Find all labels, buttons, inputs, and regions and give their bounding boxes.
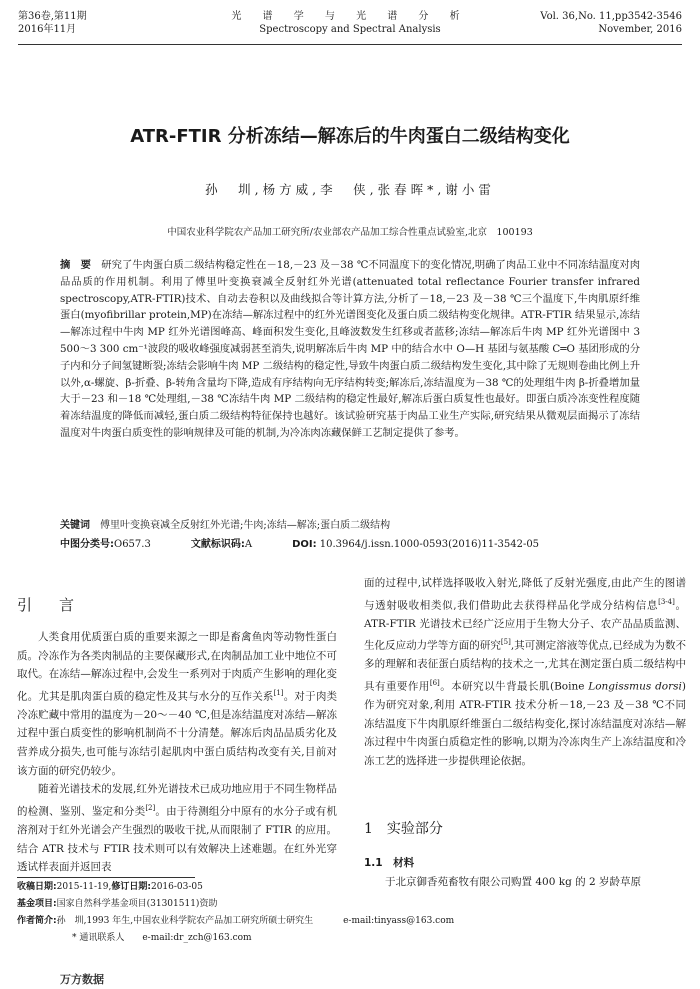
citation-ref: [3-4]: [658, 597, 675, 606]
intro-paragraph-3: 面的过程中,试样选择吸收入射光,降低了反射光强度,由此产生的图谱与透射吸收相类似,我们借助此去获得样品化学成分结构信息[3-4]。ATR-FTIR 光谱技术已经广泛应用于生物大分子、农产品品质监测、生化反应动力学等方面的研究[5],其可测定溶液等优点,已经成为为数不多的理解和表征蛋白质结构的技术之一,尤其在测定蛋白质二级结构中具有重要作用[6]。本研究以牛背最长肌(Boine Longissmus dorsi)作为研究对象,利用 ATR-FTIR 技术分析－18,－23 及－38 ℃不同冻结温度下牛肉肌原纤维蛋白二级结构变化,探讨冻结温度对冻结—解冻过程中牛肉蛋白质稳定性的影响,以期为冷冻肉生产上冻结温度和冷冻工艺的选择进一步提供理论依据。: [364, 577, 687, 767]
issue-date: 2016年11月: [18, 24, 77, 35]
intro-heading: 引 言: [17, 596, 81, 614]
abstract-label: 摘 要: [60, 259, 91, 271]
intro-paragraph-1: 人类食用优质蛋白质的重要来源之一即是畜禽鱼肉等动物性蛋白质。冷冻作为各类肉制品的主要保藏形式,在肉制品加工业中地位不可取代。在冻结—解冻过程中,会发生一系列对于肉质产生影响的理化变化。尤其是肌肉蛋白质的稳定性及其与水分的互作关系[1]。对于肉类冷冻贮藏中常用的温度为－20～－40 ℃,但是冻结温度对冻结—解冻过程中蛋白质变性的影响机制尚不十分清楚。解冻后肉品品质劣化及营养成分损失,也可能与冻结引起肌肉中蛋白质结构改变有关,目前对该方面的研究仍较少。: [17, 631, 338, 777]
paper-title: ATR-FTIR 分析冻结—解冻后的牛肉蛋白二级结构变化: [130, 126, 570, 147]
doc-code-value: A: [244, 539, 253, 550]
abstract-text: 研究了牛肉蛋白质二级结构稳定性在－18,－23 及－38 ℃不同温度下的变化情况,明确了肉品工业中不同冻结温度对肉品品质的作用机制。利用了傅里叶变换衰减全反射红外光谱(attenuated total reflectance Fourier transfer infrared spectroscopy,ATR-FTIR)技术、自动去卷积以及曲线拟合等计算方法,分析了－18,－23 及－38 ℃三个温度下,牛肉肌原纤维蛋白(myofibrillar protein,MP)在冻结—解冻过程中的红外光谱图变化及蛋白质二级结构变化规律。ATR-FTIR 结果显示,冻结—解冻过程中牛肉 MP 红外光谱图峰高、峰面积发生变化,且峰波数发生红移或者蓝移;冻结—解冻后牛肉 MP 红外光谱图中 3 500～3 300 cm⁻¹波段的吸收峰强度减弱甚至消失,说明解冻后牛肉 MP 中的结合水中 O—H 基团与氨基酸 C═O 基团形成的分子内和分子间氢键断裂;冻结会影响牛肉 MP 二级结构的稳定性,导致牛肉蛋白质二级结构发生变化,其中除了无规则卷曲比例上升以外,α-螺旋、β-折叠、β-转角含量均下降,造成有序结构向无序结构转变;解冻后,冻结温度为－38 ℃的处理组牛肉 β-折叠增加量大于－23 和－18 ℃处理组,－38 ℃冻结牛肉 MP 二级结构的稳定性最好,解冻后蛋白质复性也最好。即蛋白质冷冻变性程度随着冻结温度的降低而减轻,蛋白质二级结构特征保持也越好。该试验研究基于肉品工业生产实际,研究结果从微观层面揭示了冻结温度对牛肉蛋白质变性的影响规律及可能的机制,为冷冻肉冻藏保鲜工艺制定提供了参考。: [60, 259, 641, 439]
author-email: e-mail:tinyass@163.com: [343, 916, 455, 926]
author-bio-line: 作者简介:孙 圳,1993 年生,中国农业科学院农产品加工研究所硕士研究生 e-mail:tinyass@163.com: [17, 916, 455, 926]
citation-ref: [1]: [273, 688, 284, 697]
author-list: 孙 圳,杨方威,李 侠,张春晖*,谢小雷: [205, 182, 495, 197]
citation-ref: [5]: [500, 638, 511, 647]
right-column: [364, 574, 686, 770]
doc-code-label: 文献标识码:: [190, 539, 245, 550]
materials-heading: 1.1 材料: [364, 857, 415, 869]
species-name: Longissmus dorsi: [588, 680, 682, 693]
keywords-text: 傅里叶变换衰减全反射红外光谱;牛肉;冻结—解冻;蛋白质二级结构: [100, 520, 391, 531]
pub-month: November, 2016: [598, 24, 682, 35]
citation-info: [540, 10, 682, 36]
journal-name-zh: 光 谱 学 与 光 谱 分 析: [231, 11, 469, 22]
citation-ref: [6]: [429, 678, 440, 687]
keywords: [60, 518, 650, 534]
dates-line: 收稿日期:2015-11-19,修订日期:2016-03-05: [17, 882, 203, 892]
keywords-label: 关键词: [60, 520, 90, 531]
intro-column: [17, 628, 337, 877]
classification-meta: [60, 537, 650, 553]
footnote-rule: [17, 877, 195, 878]
corresponding-author-line: * 通讯联系人 e-mail:dr_zch@163.com: [72, 933, 252, 943]
clc-value: O657.3: [114, 539, 151, 550]
volume-issue: 第36卷,第11期: [18, 11, 87, 22]
abstract: [60, 257, 640, 442]
watermark-logo: 万方数据: [60, 973, 104, 986]
fund-line: 基金项目:国家自然科学基金项目(31301511)资助: [17, 899, 218, 909]
citation-ref: [2]: [145, 803, 156, 812]
intro-paragraph-2: 随着光谱技术的发展,红外光谱技术已成功地应用于不同生物样品的检测、鉴别、鉴定和分类[2]。由于待测组分中原有的水分子或有机溶剂对于红外光谱会产生强烈的吸收干扰,从而限制了 FTIR 的应用。结合 ATR 技术与 FTIR 技术则可以有效解决上述难题。在红外光穿透试样表面并返回表: [17, 783, 338, 874]
footnotes: [17, 879, 687, 947]
running-header: [18, 8, 682, 45]
doi-label: DOI:: [292, 539, 317, 550]
experiment-heading: 1 实验部分: [364, 821, 443, 837]
affiliation: 中国农业科学院农产品加工研究所/农业部农产品加工综合性重点试验室,北京 100193: [167, 227, 533, 238]
clc-label: 中图分类号:: [60, 539, 114, 550]
vol-pages: Vol. 36,No. 11,pp3542-3546: [540, 11, 682, 22]
journal-name-en: Spectroscopy and Spectral Analysis: [259, 24, 441, 35]
doi-value: 10.3964/j.issn.1000-0593(2016)11-3542-05: [319, 539, 540, 550]
materials-paragraph: 于北京御香苑畜牧有限公司购置 400 kg 的 2 岁龄草原: [385, 876, 641, 888]
